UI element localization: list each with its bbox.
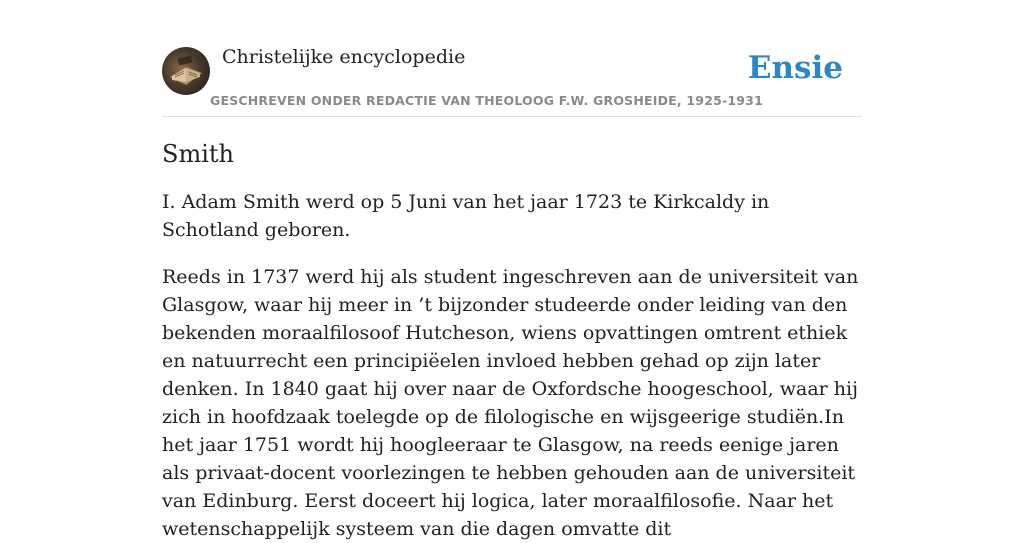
open-book-icon: [162, 47, 210, 95]
site-avatar[interactable]: [162, 47, 210, 95]
site-title[interactable]: Christelijke encyclopedie: [222, 46, 466, 68]
article-paragraph: I. Adam Smith werd op 5 Juni van het jaar 1723 te Kirkcaldy in Schotland geboren.: [162, 191, 770, 241]
article-title: Smith: [162, 140, 234, 168]
article-paragraph: Reeds in 1737 werd hij als student ingeschreven aan de universiteit van Glasgow, waar hij meer in ’t bijzonder studeerde onder leiding van den bekenden moraalfilosoof Hutcheson, wiens opvattingen omtrent ethiek en natuurrecht een principiëelen invloed hebben gehad op zijn later denken. In 1840 gaat hij over naar de Oxfordsche hoogeschool, waar hij zich in hoofdzaak toelegde op de filologische en wijsgeerige studiën.In het jaar 1751 wordt hij hoogleeraar te Glasgow, na reeds eenige jaren als privaat-docent voorlezingen te hebben gehouden aan de universiteit van Edinburg. Eerst doceert hij logica, later moraalfilosofie. Naar het wetenschappelijk systeem van die dagen omvatte dit: [162, 266, 859, 540]
site-header: [162, 46, 862, 117]
article: [162, 136, 862, 543]
site-subtitle: GESCHREVEN ONDER REDACTIE VAN THEOLOOG F.W. GROSHEIDE, 1925-1931: [210, 93, 763, 108]
ensie-logo-link[interactable]: Ensie: [747, 50, 843, 86]
